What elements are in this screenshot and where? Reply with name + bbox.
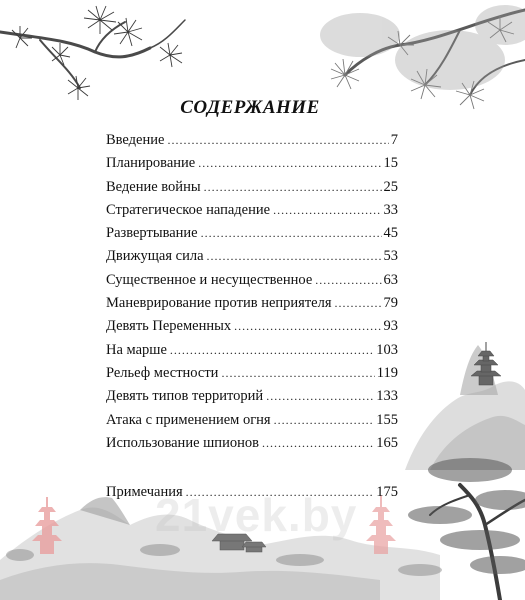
toc-entry-label: Примечания bbox=[106, 484, 183, 501]
toc-entry[interactable] bbox=[106, 222, 398, 245]
toc-entry[interactable] bbox=[106, 339, 398, 362]
toc-title: СОДЕРЖАНИЕ bbox=[180, 97, 320, 118]
toc-entry[interactable] bbox=[106, 362, 398, 385]
toc-entry[interactable] bbox=[106, 315, 398, 338]
toc-entry-page: 119 bbox=[376, 364, 398, 381]
toc-entry-label: Девять Переменных bbox=[106, 318, 232, 335]
toc-entry[interactable] bbox=[106, 129, 398, 152]
toc-dot-leader bbox=[274, 409, 375, 432]
toc-entry-label: Ведение войны bbox=[106, 178, 201, 195]
toc-entry-page: 33 bbox=[383, 201, 398, 218]
toc-entry-page: 53 bbox=[383, 248, 398, 265]
toc-entry-page: 103 bbox=[376, 341, 398, 358]
toc-dot-leader bbox=[204, 176, 382, 199]
toc-entry-page: 93 bbox=[383, 318, 398, 335]
toc-entry-label: Движущая сила bbox=[106, 248, 204, 265]
mountain-pagoda-right bbox=[405, 345, 525, 470]
toc-entry-label: Использование шпионов bbox=[106, 434, 259, 451]
toc-dot-leader bbox=[167, 129, 388, 152]
toc-entry-label: Девять типов территорий bbox=[106, 388, 264, 405]
toc-entry-label: Введение bbox=[106, 132, 165, 148]
toc-entry[interactable] bbox=[106, 409, 398, 432]
toc-entry-page: 133 bbox=[376, 388, 398, 405]
toc-dot-leader bbox=[170, 339, 374, 362]
toc-dot-leader bbox=[266, 385, 374, 408]
pine-branch-top-left bbox=[0, 20, 185, 88]
toc-dot-leader bbox=[273, 199, 381, 222]
toc-entry-label: На марше bbox=[106, 341, 167, 358]
toc-entry[interactable] bbox=[106, 176, 398, 199]
toc-entry-page: 25 bbox=[383, 178, 398, 195]
toc-entry-page: 79 bbox=[383, 295, 398, 312]
watermark: 21vek.by bbox=[155, 489, 358, 541]
toc-entry[interactable] bbox=[106, 269, 398, 292]
toc-entry[interactable] bbox=[106, 432, 398, 455]
toc-entry-label: Рельеф местности bbox=[106, 364, 219, 381]
toc-entry-label: Стратегическое нападение bbox=[106, 201, 271, 218]
toc-entry-label: Атака с применением огня bbox=[106, 411, 271, 428]
toc-dot-leader bbox=[198, 152, 381, 175]
toc-entry-page: 15 bbox=[383, 155, 398, 172]
toc-entry-label: Маневрирование против неприятеля bbox=[106, 295, 332, 312]
toc-entry-page: 7 bbox=[390, 132, 398, 148]
toc-entry-page: 63 bbox=[383, 271, 398, 288]
toc-entry[interactable] bbox=[106, 292, 398, 315]
toc-entry[interactable] bbox=[106, 245, 398, 268]
toc-dot-leader bbox=[221, 362, 374, 385]
toc-entry-label: Планирование bbox=[106, 155, 196, 172]
toc-dot-leader bbox=[207, 245, 382, 268]
toc-entry-page: 155 bbox=[376, 411, 398, 428]
toc-dot-leader bbox=[201, 222, 382, 245]
toc-entry-page: 165 bbox=[376, 434, 398, 451]
toc-entry[interactable] bbox=[106, 199, 398, 222]
toc-entry-label: Развертывание bbox=[106, 225, 198, 242]
toc-dot-leader bbox=[315, 269, 381, 292]
toc-entry[interactable] bbox=[106, 152, 398, 175]
toc-dot-leader bbox=[234, 315, 381, 338]
table-of-contents bbox=[106, 129, 398, 504]
toc-dot-leader bbox=[335, 292, 382, 315]
toc-entry[interactable] bbox=[106, 385, 398, 408]
toc-entry-label: Существенное и несущественное bbox=[106, 271, 313, 288]
toc-entry-page: 45 bbox=[383, 225, 398, 242]
toc-entry-page: 175 bbox=[376, 484, 398, 501]
toc-dot-leader bbox=[262, 432, 374, 455]
